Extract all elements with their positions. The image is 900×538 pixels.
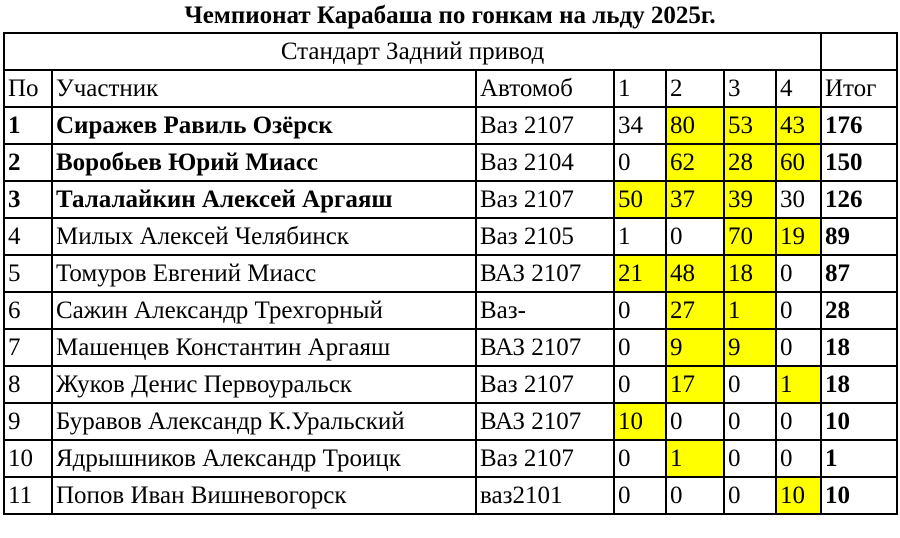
stage-1-cell: 0 xyxy=(614,144,666,181)
car-cell: Ваз- xyxy=(476,292,614,329)
place-cell: 7 xyxy=(4,329,52,366)
stage-1-cell: 10 xyxy=(614,403,666,440)
car-cell: ваз2101 xyxy=(476,477,614,514)
header-row xyxy=(4,70,897,107)
stage-2-cell: 0 xyxy=(666,403,724,440)
total-cell: 126 xyxy=(821,181,897,218)
total-cell: 1 xyxy=(821,440,897,477)
table-row xyxy=(4,255,897,292)
stage-3-cell: 0 xyxy=(724,440,776,477)
header-participant: Участник xyxy=(52,70,476,107)
participant-cell: Томуров Евгений Миасс xyxy=(52,255,476,292)
results-table-body xyxy=(4,33,897,514)
stage-2-cell: 62 xyxy=(666,144,724,181)
participant-cell: Жуков Денис Первоуральск xyxy=(52,366,476,403)
stage-1-cell: 0 xyxy=(614,440,666,477)
place-cell: 11 xyxy=(4,477,52,514)
stage-4-cell: 0 xyxy=(776,403,821,440)
header-stage-4: 4 xyxy=(776,70,821,107)
stage-4-cell: 19 xyxy=(776,218,821,255)
place-cell: 5 xyxy=(4,255,52,292)
participant-cell: Ядрышников Александр Троицк xyxy=(52,440,476,477)
stage-1-cell: 21 xyxy=(614,255,666,292)
stage-4-cell: 30 xyxy=(776,181,821,218)
table-row xyxy=(4,144,897,181)
header-car: Автомоб xyxy=(476,70,614,107)
stage-1-cell: 0 xyxy=(614,366,666,403)
table-row xyxy=(4,107,897,144)
car-cell: Ваз 2107 xyxy=(476,181,614,218)
participant-cell: Сиражев Равиль Озёрск xyxy=(52,107,476,144)
subtitle: Стандарт Задний привод xyxy=(4,33,821,70)
stage-4-cell: 43 xyxy=(776,107,821,144)
participant-cell: Машенцев Константин Аргаяш xyxy=(52,329,476,366)
stage-3-cell: 53 xyxy=(724,107,776,144)
car-cell: Ваз 2107 xyxy=(476,440,614,477)
stage-4-cell: 0 xyxy=(776,440,821,477)
stage-4-cell: 10 xyxy=(776,477,821,514)
table-row xyxy=(4,477,897,514)
stage-2-cell: 27 xyxy=(666,292,724,329)
participant-cell: Сажин Александр Трехгорный xyxy=(52,292,476,329)
table-row xyxy=(4,181,897,218)
place-cell: 1 xyxy=(4,107,52,144)
stage-3-cell: 0 xyxy=(724,366,776,403)
participant-cell: Талалайкин Алексей Аргаяш xyxy=(52,181,476,218)
stage-3-cell: 0 xyxy=(724,477,776,514)
stage-2-cell: 80 xyxy=(666,107,724,144)
table-row xyxy=(4,218,897,255)
participant-cell: Попов Иван Вишневогорск xyxy=(52,477,476,514)
stage-4-cell: 0 xyxy=(776,292,821,329)
total-cell: 89 xyxy=(821,218,897,255)
participant-cell: Воробьев Юрий Миасс xyxy=(52,144,476,181)
car-cell: ВАЗ 2107 xyxy=(476,329,614,366)
stage-2-cell: 0 xyxy=(666,218,724,255)
stage-3-cell: 0 xyxy=(724,403,776,440)
stage-2-cell: 17 xyxy=(666,366,724,403)
place-cell: 8 xyxy=(4,366,52,403)
car-cell: Ваз 2107 xyxy=(476,107,614,144)
table-row xyxy=(4,403,897,440)
car-cell: Ваз 2104 xyxy=(476,144,614,181)
stage-1-cell: 34 xyxy=(614,107,666,144)
stage-1-cell: 0 xyxy=(614,292,666,329)
table-row xyxy=(4,329,897,366)
stage-2-cell: 37 xyxy=(666,181,724,218)
subtitle-empty-cell xyxy=(821,33,897,70)
total-cell: 28 xyxy=(821,292,897,329)
table-row xyxy=(4,366,897,403)
stage-3-cell: 9 xyxy=(724,329,776,366)
car-cell: ВАЗ 2107 xyxy=(476,403,614,440)
header-place: По xyxy=(4,70,52,107)
stage-4-cell: 60 xyxy=(776,144,821,181)
total-cell: 87 xyxy=(821,255,897,292)
stage-1-cell: 0 xyxy=(614,329,666,366)
place-cell: 2 xyxy=(4,144,52,181)
results-table xyxy=(3,32,898,515)
total-cell: 150 xyxy=(821,144,897,181)
place-cell: 3 xyxy=(4,181,52,218)
car-cell: Ваз 2105 xyxy=(476,218,614,255)
header-stage-1: 1 xyxy=(614,70,666,107)
stage-3-cell: 39 xyxy=(724,181,776,218)
stage-3-cell: 28 xyxy=(724,144,776,181)
stage-4-cell: 0 xyxy=(776,255,821,292)
header-stage-2: 2 xyxy=(666,70,724,107)
stage-1-cell: 0 xyxy=(614,477,666,514)
car-cell: Ваз 2107 xyxy=(476,366,614,403)
participant-cell: Милых Алексей Челябинск xyxy=(52,218,476,255)
stage-2-cell: 0 xyxy=(666,477,724,514)
stage-2-cell: 9 xyxy=(666,329,724,366)
table-row xyxy=(4,440,897,477)
table-row xyxy=(4,292,897,329)
stage-3-cell: 18 xyxy=(724,255,776,292)
header-total: Итог xyxy=(821,70,897,107)
page-title: Чемпионат Карабаша по гонкам на льду 2025г. xyxy=(184,2,716,29)
car-cell: ВАЗ 2107 xyxy=(476,255,614,292)
stage-1-cell: 1 xyxy=(614,218,666,255)
place-cell: 10 xyxy=(4,440,52,477)
stage-1-cell: 50 xyxy=(614,181,666,218)
stage-2-cell: 1 xyxy=(666,440,724,477)
subtitle-row xyxy=(4,33,897,70)
total-cell: 18 xyxy=(821,329,897,366)
stage-3-cell: 1 xyxy=(724,292,776,329)
total-cell: 10 xyxy=(821,477,897,514)
stage-3-cell: 70 xyxy=(724,218,776,255)
place-cell: 9 xyxy=(4,403,52,440)
place-cell: 6 xyxy=(4,292,52,329)
total-cell: 18 xyxy=(821,366,897,403)
stage-2-cell: 48 xyxy=(666,255,724,292)
participant-cell: Буравов Александр К.Уральский xyxy=(52,403,476,440)
total-cell: 176 xyxy=(821,107,897,144)
stage-4-cell: 1 xyxy=(776,366,821,403)
place-cell: 4 xyxy=(4,218,52,255)
total-cell: 10 xyxy=(821,403,897,440)
header-stage-3: 3 xyxy=(724,70,776,107)
stage-4-cell: 0 xyxy=(776,329,821,366)
